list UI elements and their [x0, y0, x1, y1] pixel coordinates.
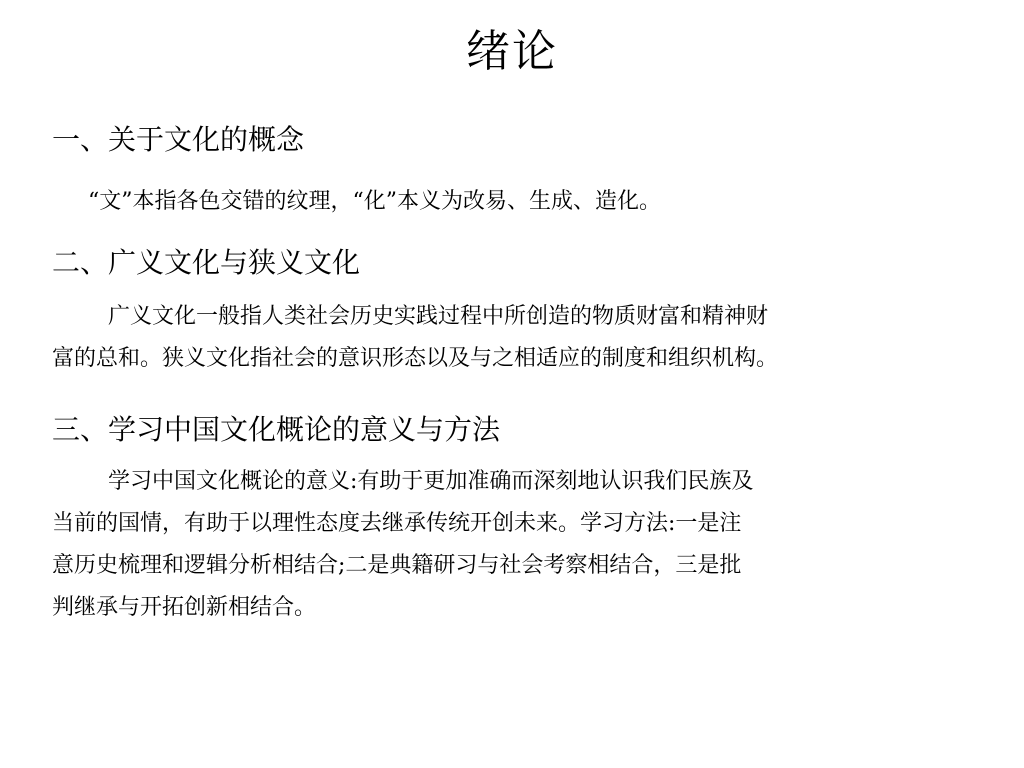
- paragraph-line: 广义文化一般指人类社会历史实践过程中所创造的物质财富和精神财: [108, 304, 769, 329]
- section-paragraph-significance-method: [52, 461, 982, 629]
- slide-title: 绪论: [466, 26, 558, 77]
- paragraph-line: 意历史梳理和逻辑分析相结合;二是典籍研习与社会考察相结合，三是批: [52, 553, 742, 578]
- paragraph-line: 富的总和。狭义文化指社会的意识形态以及与之相适应的制度和组织机构。: [52, 346, 779, 371]
- section-paragraph-concept: [88, 181, 1018, 223]
- paragraph-line: 学习中国文化概论的意义:有助于更加准确而深刻地认识我们民族及: [108, 469, 754, 494]
- section-heading-broad-narrow: 二、广义文化与狭义文化: [52, 246, 361, 279]
- section-heading-concept: 一、关于文化的概念: [52, 123, 305, 156]
- section-heading-significance-method: 三、学习中国文化概论的意义与方法: [52, 413, 501, 446]
- paragraph-line: “文”本指各色交错的纹理，“化”本义为改易、生成、造化。: [88, 189, 661, 214]
- section-paragraph-broad-narrow: [52, 296, 982, 380]
- paragraph-line: 当前的国情，有助于以理性态度去继承传统开创未来。学习方法:一是注: [52, 511, 742, 536]
- paragraph-line: 判继承与开拓创新相结合。: [52, 595, 317, 620]
